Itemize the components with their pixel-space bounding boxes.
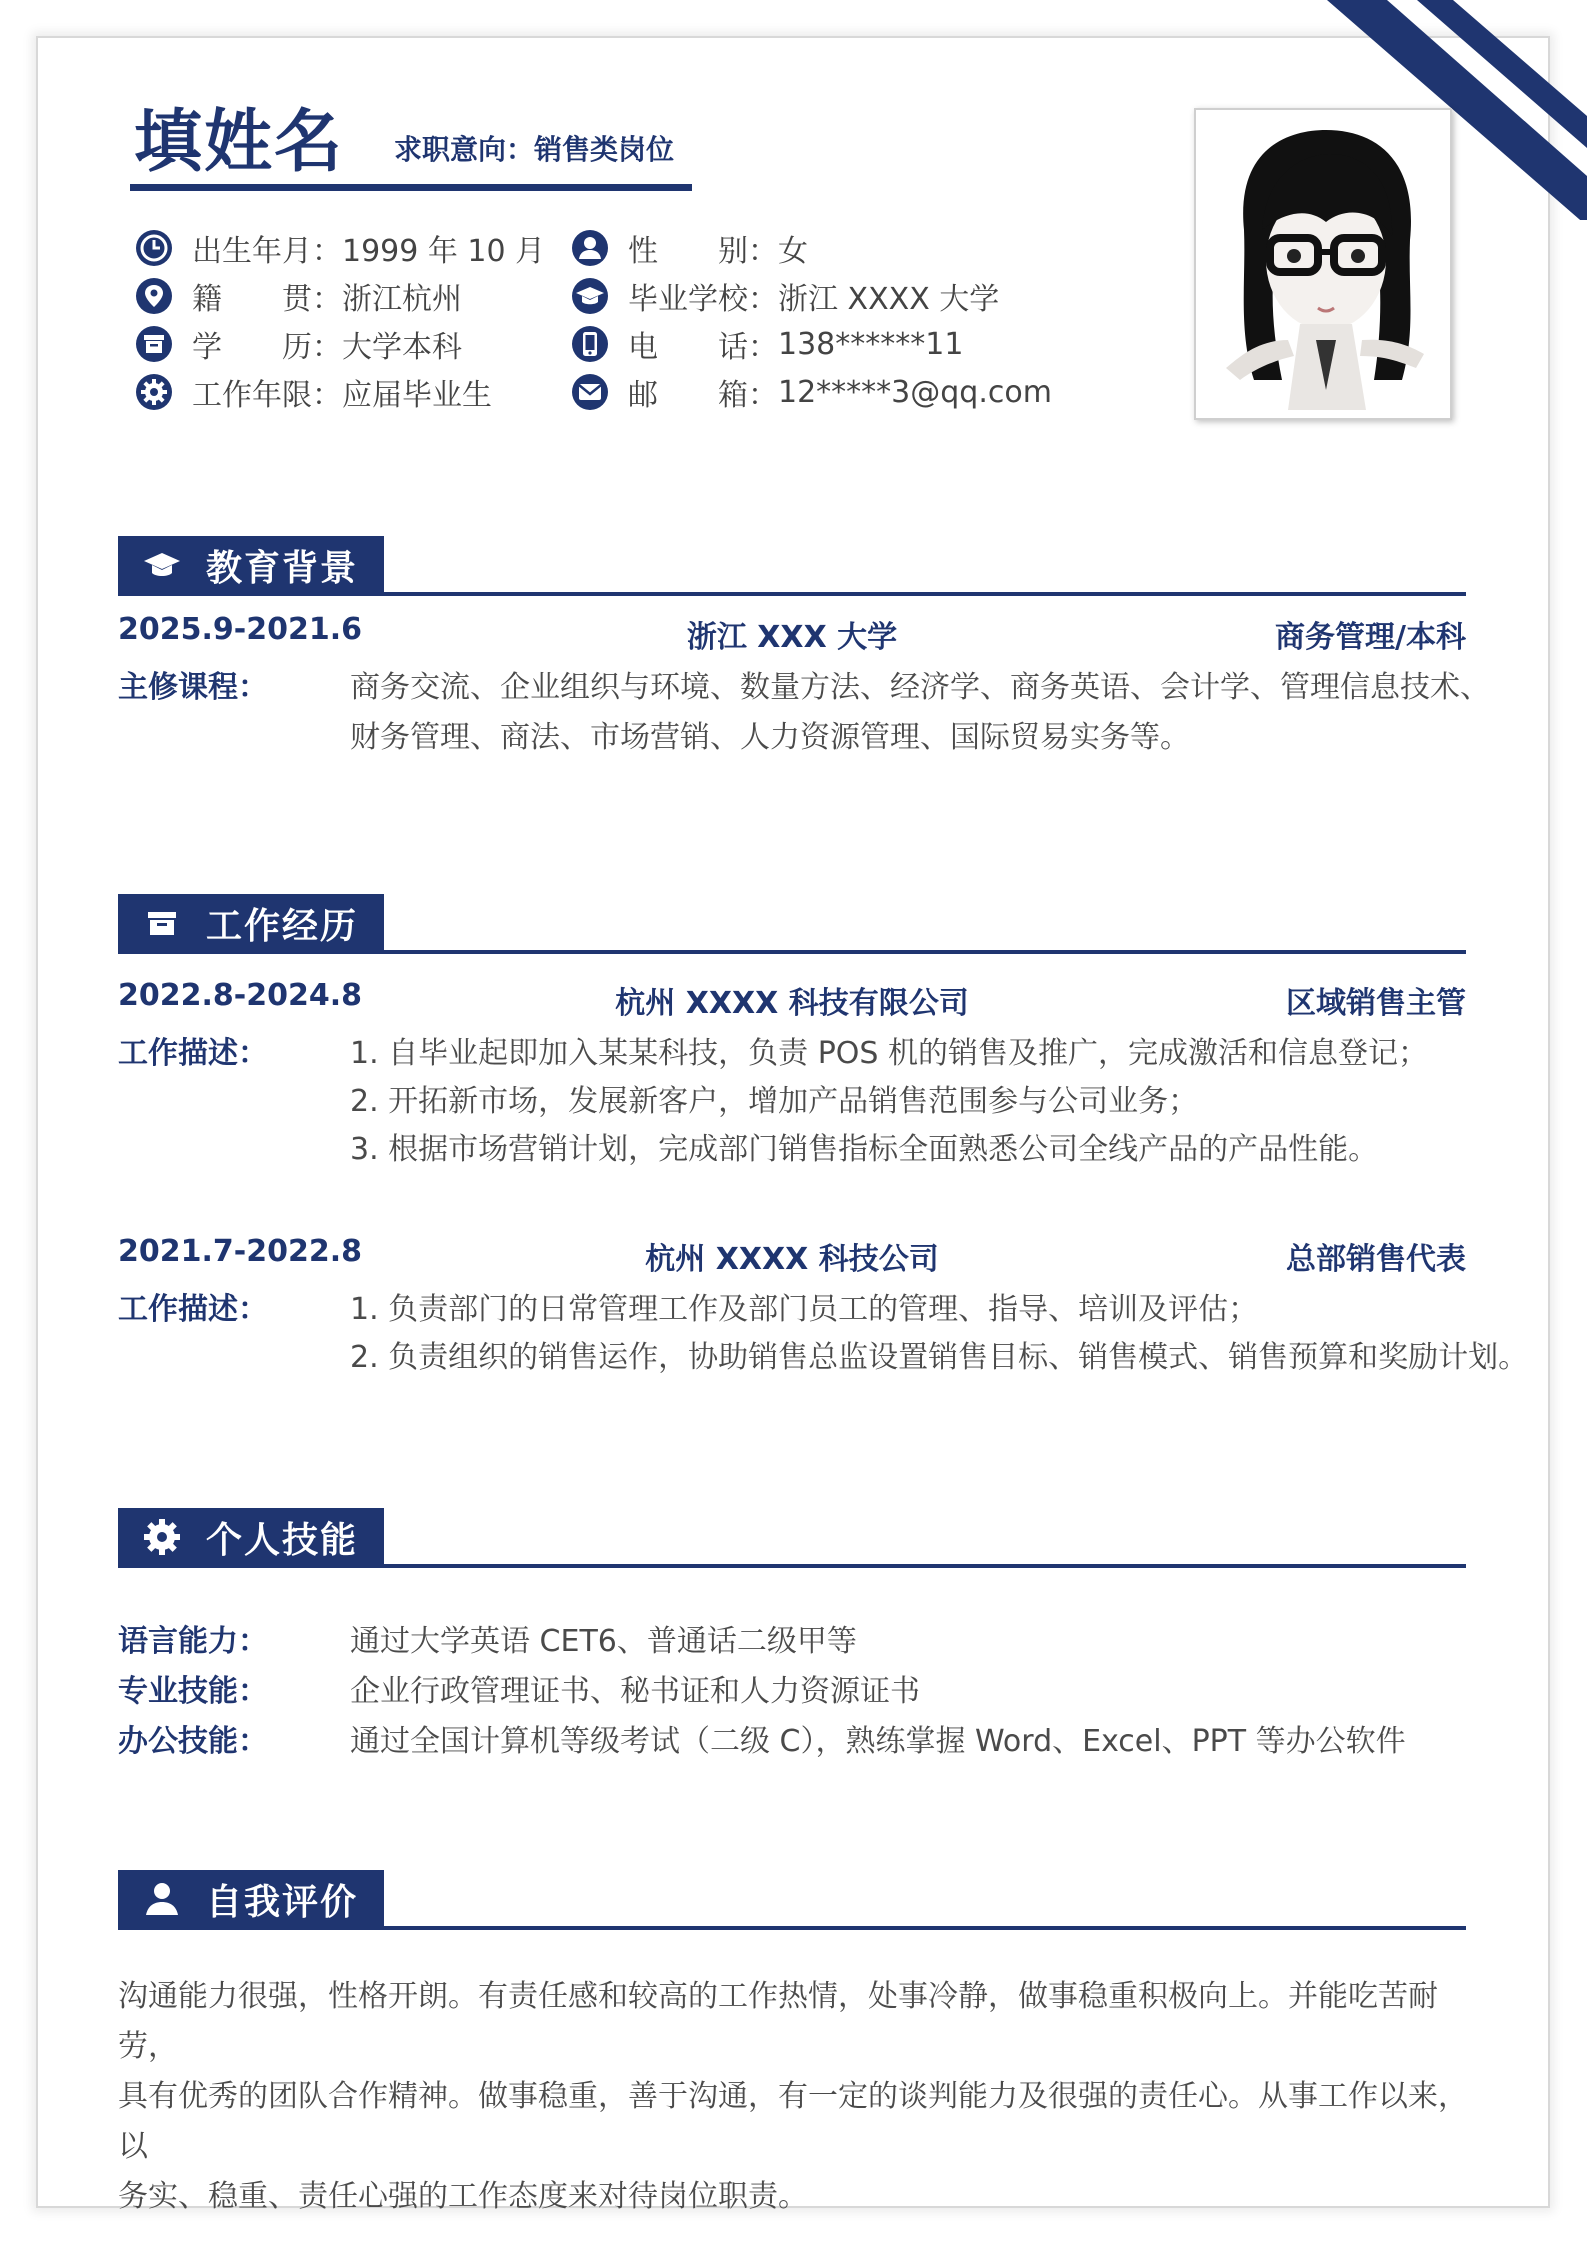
info-value: 浙江杭州 [342, 282, 462, 317]
courses-line: 财务管理、商法、市场营销、人力资源管理、国际贸易实务等。 [350, 720, 1190, 755]
info-label: 学 历： [192, 330, 342, 365]
section-divider [118, 950, 1466, 954]
name-underline [130, 184, 692, 191]
work-desc-item: 2. 开拓新市场，发展新客户，增加产品销售范围参与公司业务； [350, 1084, 1199, 1119]
gear-icon [134, 372, 174, 412]
info-label: 电 话： [628, 330, 778, 365]
info-label: 籍 贯： [192, 282, 342, 317]
envelope-icon [570, 372, 610, 412]
work-company: 杭州 XXXX 科技有限公司 [615, 986, 969, 1021]
courses-line: 商务交流、企业组织与环境、数量方法、经济学、商务英语、会计学、管理信息技术、 [350, 670, 1490, 705]
info-phone [570, 320, 1052, 368]
info-value: 12*****3@qq.com [778, 374, 1052, 410]
work-desc-item: 3. 根据市场营销计划，完成部门销售指标全面熟悉公司全线产品的产品性能。 [350, 1132, 1379, 1167]
self-eval-line: 务实、稳重、责任心强的工作态度来对待岗位职责。 [118, 2179, 808, 2214]
section-work [118, 894, 1466, 956]
info-school [570, 272, 1052, 320]
section-title: 工作经历 [206, 905, 359, 947]
graduation-cap-icon [142, 545, 182, 585]
skill-value: 通过大学英语 CET6、普通话二级甲等 [350, 1624, 857, 1659]
info-label: 毕业学校： [628, 282, 778, 317]
section-title: 个人技能 [206, 1519, 359, 1561]
info-email [570, 368, 1052, 416]
info-value: 大学本科 [342, 330, 462, 365]
skill-label: 专业技能： [118, 1674, 268, 1709]
clock-icon [134, 228, 174, 268]
info-value: 应届毕业生 [342, 378, 492, 413]
work-position: 总部销售代表 [1286, 1242, 1466, 1277]
self-evaluation-text [118, 1972, 1478, 2222]
info-label: 工作年限： [192, 378, 342, 413]
section-title: 自我评价 [206, 1881, 359, 1923]
section-tab [118, 1870, 384, 1928]
skill-label: 办公技能： [118, 1724, 268, 1759]
profile-photo [1194, 108, 1452, 420]
info-value: 1999 年 10 月 [342, 234, 546, 269]
section-title: 教育背景 [206, 547, 359, 589]
section-skills [118, 1508, 1466, 1570]
info-label: 出生年月： [192, 234, 342, 269]
info-label: 邮 箱： [628, 378, 778, 413]
skill-value: 通过全国计算机等级考试（二级 C），熟练掌握 Word、Excel、PPT 等办公软件 [350, 1724, 1406, 1759]
info-hometown [134, 272, 545, 320]
section-self-evaluation [118, 1870, 1466, 1932]
gear-icon [142, 1517, 182, 1557]
section-divider [118, 1564, 1466, 1568]
self-eval-line: 沟通能力很强，性格开朗。有责任感和较高的工作热情，处事冷静，做事稳重积极向上。并能吃苦耐劳， [118, 1979, 1438, 2064]
work-entry [118, 1234, 1466, 1277]
location-pin-icon [134, 276, 174, 316]
education-major: 商务管理/本科 [1275, 620, 1466, 655]
phone-icon [570, 324, 610, 364]
education-period: 2025.9-2021.6 [118, 612, 362, 647]
job-intent: 求职意向：销售类岗位 [394, 133, 675, 166]
section-divider [118, 1926, 1466, 1930]
education-school: 浙江 XXX 大学 [686, 620, 898, 655]
section-tab [118, 536, 384, 594]
cartoon-portrait-icon [1196, 110, 1452, 420]
personal-info-right [570, 224, 1052, 416]
archive-box-icon [142, 903, 182, 943]
work-desc-item: 1. 自毕业起即加入某某科技，负责 POS 机的销售及推广，完成激活和信息登记； [350, 1036, 1428, 1071]
user-icon [570, 228, 610, 268]
work-desc-label: 工作描述： [118, 1036, 268, 1071]
courses-label: 主修课程： [118, 670, 268, 705]
skill-label: 语言能力： [118, 1624, 268, 1659]
work-entry [118, 978, 1466, 1021]
section-tab [118, 894, 384, 952]
education-entry [118, 612, 1466, 655]
section-education [118, 536, 1466, 598]
work-desc-item: 1. 负责部门的日常管理工作及部门员工的管理、指导、培训及评估； [350, 1292, 1259, 1327]
skill-value: 企业行政管理证书、秘书证和人力资源证书 [350, 1674, 920, 1709]
work-period: 2022.8-2024.8 [118, 978, 362, 1013]
self-eval-line: 具有优秀的团队合作精神。做事稳重，善于沟通，有一定的谈判能力及很强的责任心。从事工作以来，以 [118, 2079, 1468, 2164]
section-tab [118, 1508, 384, 1566]
info-degree [134, 320, 545, 368]
graduation-cap-icon [570, 276, 610, 316]
info-value: 138******11 [778, 326, 964, 362]
personal-info-left [134, 224, 545, 416]
work-period: 2021.7-2022.8 [118, 1234, 362, 1269]
info-work-years [134, 368, 545, 416]
info-gender [570, 224, 1052, 272]
work-company: 杭州 XXXX 科技公司 [645, 1242, 939, 1277]
info-value: 浙江 XXXX 大学 [778, 282, 1000, 317]
info-value: 女 [778, 234, 808, 269]
work-desc-label: 工作描述： [118, 1292, 268, 1327]
info-label: 性 别： [628, 234, 778, 269]
candidate-name: 填姓名 [134, 103, 345, 182]
work-position: 区域销售主管 [1286, 986, 1466, 1021]
user-icon [142, 1879, 182, 1919]
section-divider [118, 592, 1466, 596]
work-desc-item: 2. 负责组织的销售运作，协助销售总监设置销售目标、销售模式、销售预算和奖励计划。 [350, 1340, 1529, 1375]
archive-box-icon [134, 324, 174, 364]
info-birth [134, 224, 545, 272]
